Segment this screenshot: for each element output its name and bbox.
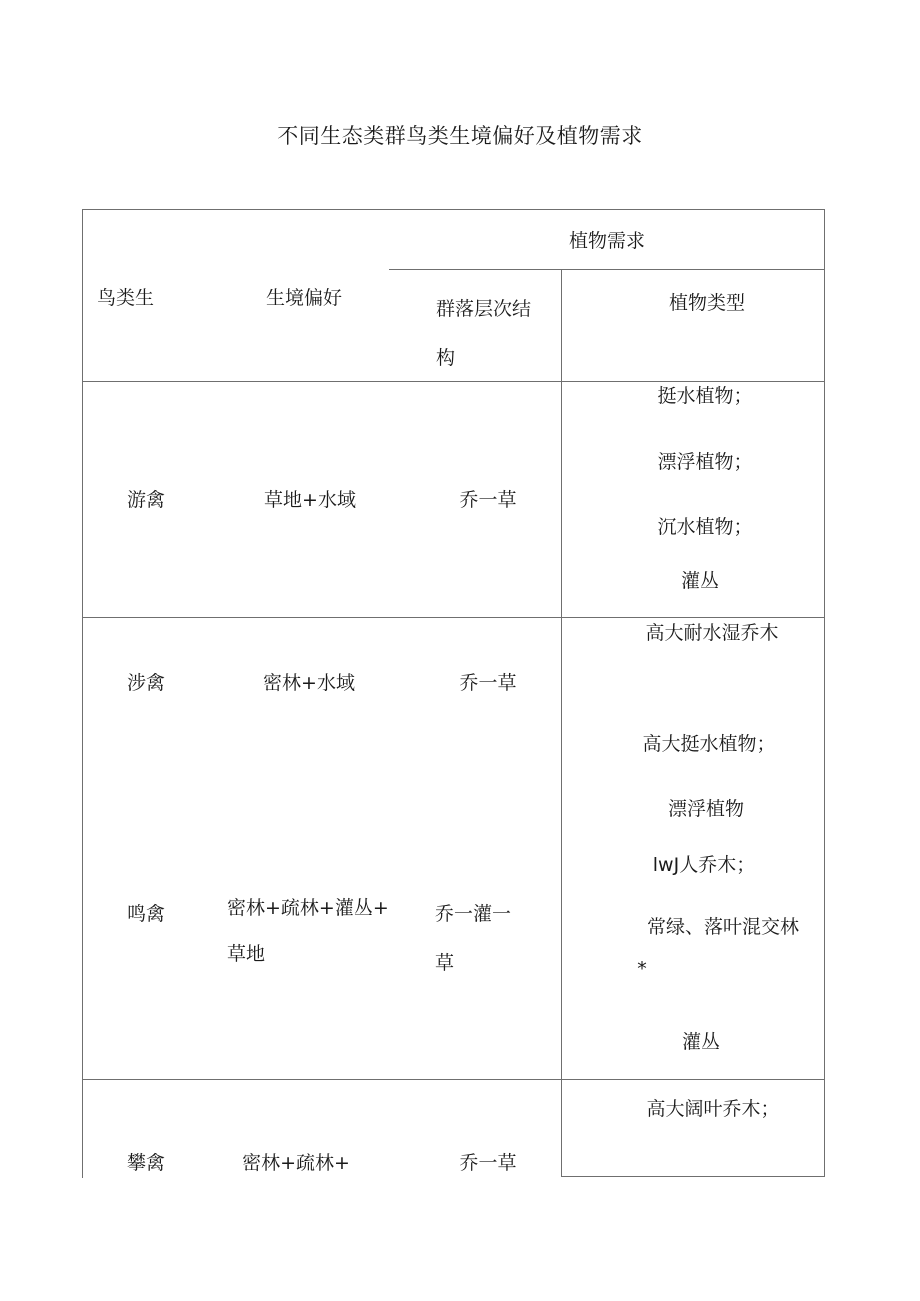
row1-habitat: 草地+水域 [264,489,356,511]
row1-structure: 乔一草 [459,489,517,511]
row2-plant-1: 高大耐水湿乔木 [645,622,779,644]
row4-structure: 乔一草 [459,1152,517,1174]
table-top-border [82,209,825,210]
row3-habitat-line2: 草地 [227,943,266,965]
header-bird: 鸟类生 [97,287,155,309]
row4-habitat: 密林+疏林+ [242,1152,350,1174]
row3-structure-line2: 草 [435,952,455,974]
header-split-line [389,269,825,270]
table-left-border [82,209,83,1178]
row1-plant-4: 灌丛 [680,570,720,592]
row2-plant-3: 漂浮植物 [667,798,745,820]
row-divider-3 [82,1079,825,1080]
row1-plant-3: 沉水植物； [657,516,753,538]
plant-cell-bottom [561,1176,825,1177]
header-structure-line1: 群落层次结 [436,298,532,320]
page-title: 不同生态类群鸟类生境偏好及植物需求 [277,124,643,148]
row1-bird: 游禽 [126,489,166,511]
header-plant-needs: 植物需求 [568,230,646,252]
row3-plant-2: 常绿、落叶混交林 [646,916,800,938]
row3-plant-3: * [637,958,647,980]
header-plant-type: 植物类型 [668,292,746,314]
row3-bird: 鸣禽 [126,903,166,925]
row1-plant-2: 漂浮植物； [657,451,753,473]
row-divider-2 [82,617,825,618]
row3-plant-4: 灌丛 [681,1031,721,1053]
row-divider-1 [82,381,825,382]
row4-bird: 攀禽 [126,1152,166,1174]
row3-habitat-line1: 密林+疏林+灌丛+ [227,897,389,919]
plant-type-divider [561,269,562,1177]
row1-plant-1: 挺水植物； [657,385,753,407]
table-right-border [824,209,825,1177]
row4-plant-1: 高大阔叶乔木； [646,1098,780,1120]
row3-plant-1: lwJ人乔木； [652,854,756,876]
row2-habitat: 密林+水域 [263,672,355,694]
row2-bird: 涉禽 [126,672,166,694]
row2-structure: 乔一草 [459,672,517,694]
row3-structure-line1: 乔一灌一 [435,903,512,925]
row2-plant-2: 高大挺水植物； [642,733,776,755]
header-habitat: 生境偏好 [265,287,343,309]
header-structure-line2: 构 [436,347,456,369]
